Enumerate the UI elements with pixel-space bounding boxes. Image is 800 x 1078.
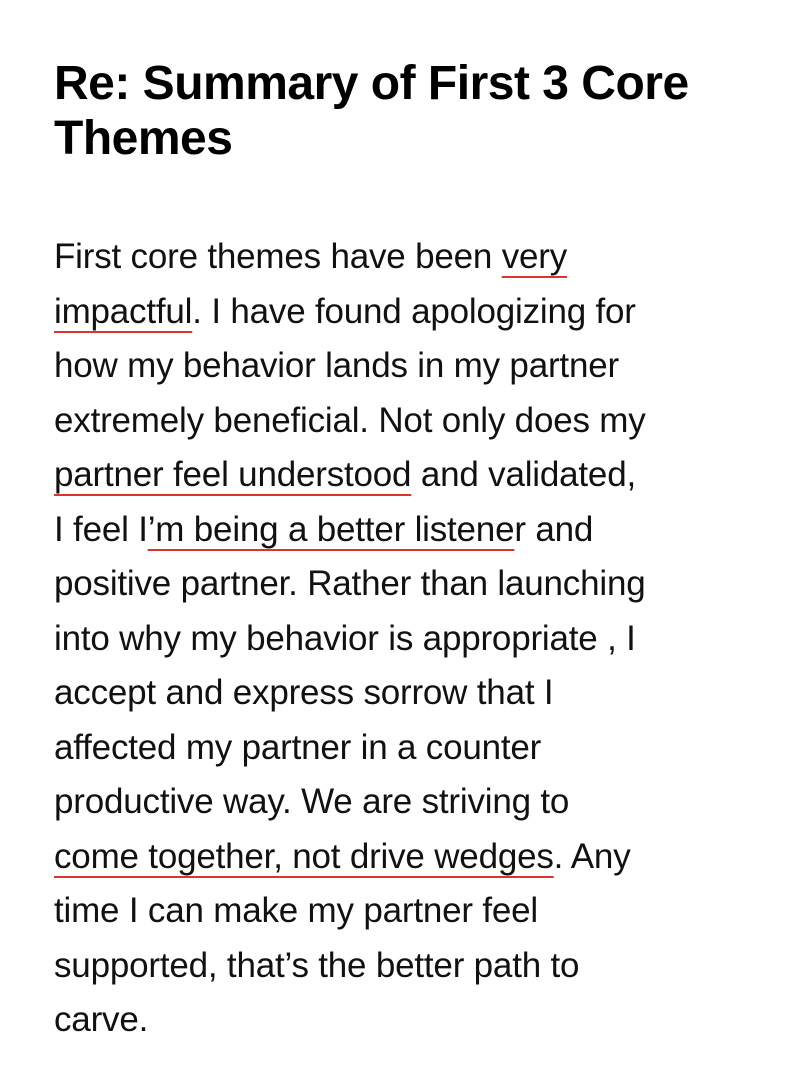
post-title-line: Re: Summary of First 3 Core [54,57,689,110]
body-line [54,557,784,612]
underlined-phrase: partner feel understood [54,455,412,494]
underlined-phrase: very [501,237,568,276]
body-text: into why my behavior is appropriate , I [54,618,636,658]
body-text: I feel I [54,509,148,549]
post-title [54,54,764,163]
body-line [54,721,784,776]
body-text: and validated, [411,455,636,494]
body-line [54,503,784,558]
body-text: positive partner. Rather than launching [54,564,646,603]
body-text: carve. [54,1000,149,1039]
post-title-line: Themes [54,111,233,165]
body-line [54,666,784,721]
body-text: time I can make my partner feel [54,891,538,930]
body-text: r and [514,509,594,549]
body-line [54,830,784,885]
post-body [54,230,784,1048]
body-text: supported, that’s the better path to [54,945,580,985]
body-line [54,230,784,285]
body-text: . I have found apologizing for [192,291,636,331]
body-text: First core themes have been [54,237,502,276]
body-text: accept and express sorrow that I [54,673,554,712]
body-text: productive way. We are striving to [54,782,570,821]
body-line [54,394,784,449]
body-line [54,285,784,340]
body-text: extremely beneficial. Not only does my [54,400,646,440]
body-line [54,448,784,503]
body-text: . Any [553,836,631,876]
underlined-phrase: ’m being a better listene [147,509,515,549]
body-line [54,612,784,667]
body-text: how my behavior lands in my partner [54,346,619,385]
body-line [54,775,784,830]
body-text: affected my partner in a counter [54,727,542,767]
body-line [54,339,784,394]
underlined-phrase: impactful [54,291,193,331]
body-line [54,939,784,994]
body-line [54,993,784,1048]
underlined-phrase: come together, not drive wedges [54,836,554,876]
body-line [54,884,784,939]
